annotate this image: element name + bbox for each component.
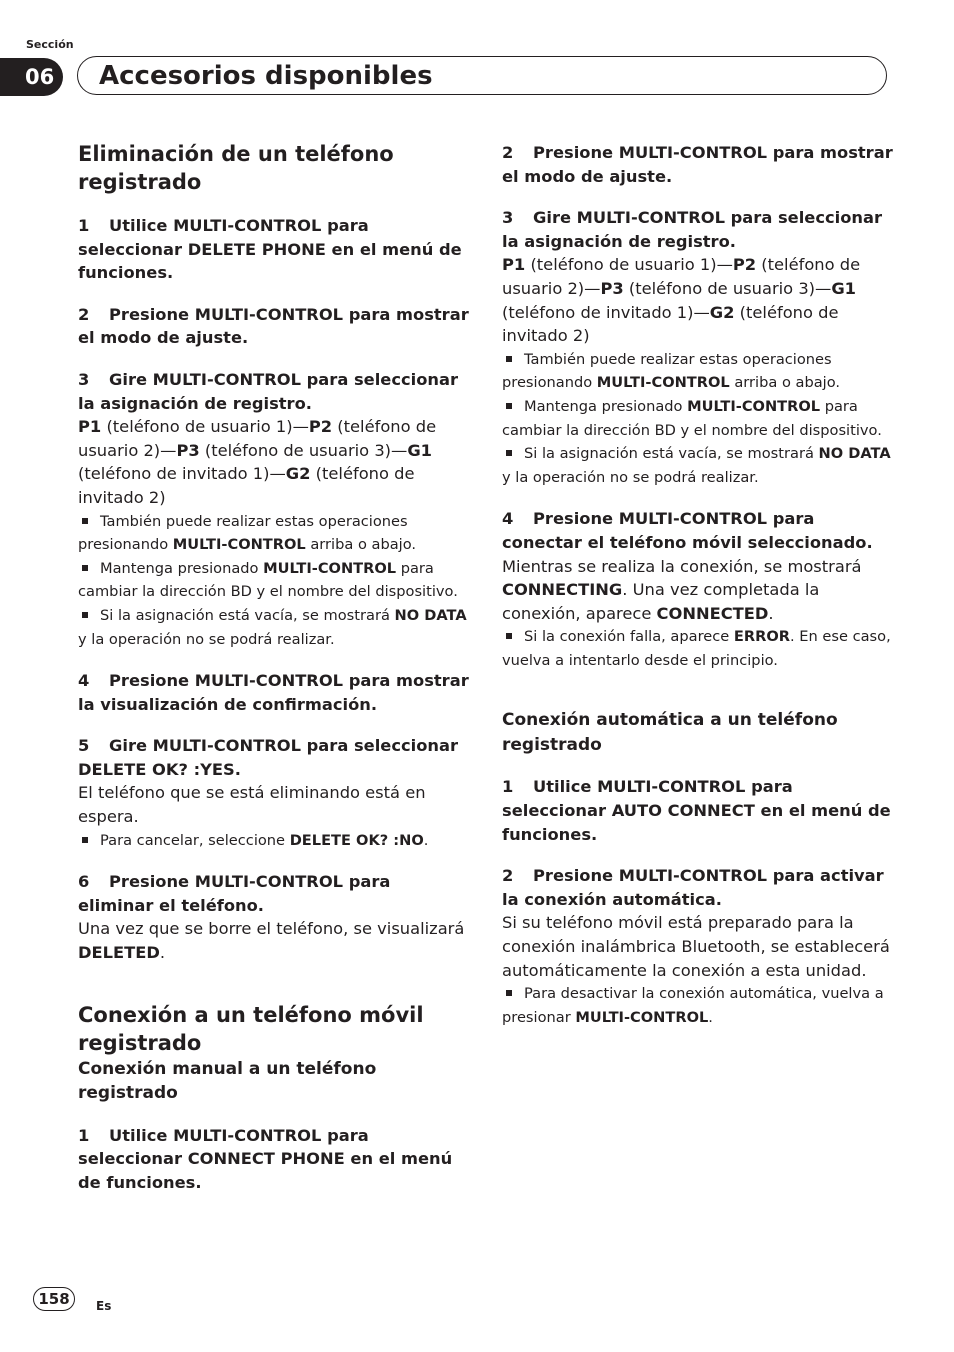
- step-text: Utilice MULTI-CONTROL para seleccionar DELETE PHONE en el menú de funciones.: [78, 216, 462, 283]
- keyword: MULTI-CONTROL: [596, 374, 730, 392]
- text: (teléfono de invitado 2): [78, 464, 415, 507]
- bullet-square-icon: [506, 356, 512, 362]
- text: Si la conexión falla, aparece: [524, 628, 734, 646]
- bullet-square-icon: [82, 518, 88, 524]
- text: Para cancelar, seleccione: [100, 831, 290, 849]
- heading-conexion-automatica: Conexión automática a un teléfono registrado: [502, 710, 838, 755]
- step-2: [502, 141, 894, 188]
- keyword: NO DATA: [818, 445, 891, 463]
- keyword: NO DATA: [394, 606, 467, 624]
- text: arriba o abajo.: [305, 536, 417, 554]
- step-text: Presione MULTI-CONTROL para mostrar el modo de ajuste.: [78, 304, 469, 348]
- text: para cambiar la dirección BD y el nombre del dispositivo.: [78, 559, 458, 601]
- step-number: 3: [78, 369, 90, 389]
- keyword: MULTI-CONTROL: [172, 536, 306, 554]
- section-label: Sección: [26, 38, 74, 51]
- text: y la operación no se podrá realizar.: [502, 468, 759, 486]
- text: . Una vez completada la conexión, aparece: [502, 580, 820, 623]
- code-g1: G1: [831, 278, 857, 298]
- text: También puede realizar estas operaciones presionando: [502, 350, 832, 392]
- text: (teléfono de usuario 1)—: [525, 255, 733, 275]
- note: [502, 348, 894, 395]
- language-code: Es: [96, 1299, 112, 1313]
- note: [502, 625, 894, 672]
- keyword: MULTI-CONTROL: [263, 559, 397, 577]
- keyword: CONNECTED: [656, 603, 769, 623]
- keyword: DELETE OK? :NO: [289, 831, 424, 849]
- auto-step-1: [502, 775, 894, 846]
- step-1: [78, 214, 470, 285]
- step-number: 4: [502, 509, 514, 529]
- step-6: [78, 870, 470, 917]
- text: (teléfono de usuario 2)—: [78, 417, 437, 460]
- text: Una vez que se borre el teléfono, se visualizará: [78, 919, 465, 939]
- keyword: DELETED: [78, 943, 160, 963]
- text: Si la asignación está vacía, se mostrará: [524, 445, 819, 463]
- step-text: Presione MULTI-CONTROL para mostrar el modo de ajuste.: [502, 143, 893, 186]
- code-g2: G2: [709, 302, 735, 322]
- step-3-body: [502, 253, 894, 347]
- step-text: Utilice MULTI-CONTROL para seleccionar CONNECT PHONE en el menú de funciones.: [78, 1125, 453, 1192]
- step-text: Gire MULTI-CONTROL para seleccionar DELETE OK? :YES.: [78, 736, 459, 779]
- code-g2: G2: [285, 464, 311, 484]
- step-text: Gire MULTI-CONTROL para seleccionar la asignación de registro.: [78, 369, 459, 413]
- text: (teléfono de invitado 1)—: [502, 302, 710, 322]
- step-number: 1: [78, 216, 90, 235]
- heading-eliminacion: Eliminación de un teléfono registrado: [78, 142, 394, 194]
- step-4: [78, 669, 470, 716]
- text: Mientras se realiza la conexión, se mostrará: [502, 556, 862, 576]
- step-number: 6: [78, 872, 90, 892]
- note: [78, 510, 470, 557]
- bullet-square-icon: [506, 633, 512, 639]
- text: arriba o abajo.: [729, 374, 841, 392]
- step-number: 2: [502, 143, 514, 162]
- code-p1: P1: [78, 417, 102, 437]
- right-column: [502, 141, 894, 1029]
- text: (teléfono de usuario 3)—: [623, 278, 832, 298]
- text: . En ese caso, vuelva a intentarlo desde el principio.: [502, 628, 891, 669]
- step-number: 5: [78, 736, 90, 756]
- code-p1: P1: [502, 255, 526, 275]
- code-p3: P3: [600, 278, 624, 298]
- text: (teléfono de usuario 1)—: [101, 417, 309, 437]
- bullet-square-icon: [506, 450, 512, 456]
- text: .: [768, 603, 774, 623]
- step-number: 1: [78, 1125, 90, 1145]
- text: .: [159, 943, 166, 963]
- heading-conexion: Conexión a un teléfono móvil registrado: [78, 1002, 424, 1055]
- text: .: [708, 1008, 713, 1026]
- bullet-square-icon: [82, 612, 88, 618]
- section-number-tab: 06: [0, 58, 63, 96]
- keyword: CONNECTING: [502, 580, 623, 600]
- step-text: Presione MULTI-CONTROL para activar la conexión automática.: [502, 866, 884, 909]
- text: para cambiar la dirección BD y el nombre del dispositivo.: [502, 397, 882, 439]
- step-number: 3: [502, 208, 514, 228]
- left-column: [78, 140, 470, 1194]
- note: [78, 604, 470, 651]
- text: Mantenga presionado: [100, 559, 264, 577]
- note: [502, 395, 894, 442]
- code-g1: G1: [407, 440, 433, 460]
- code-p2: P2: [732, 255, 757, 275]
- text: También puede realizar estas operaciones presionando: [78, 512, 408, 554]
- text: y la operación no se podrá realizar.: [78, 630, 335, 648]
- step-4-body: [502, 555, 894, 626]
- auto-step-2: [502, 864, 894, 911]
- step-4: [502, 507, 894, 554]
- text: .: [423, 831, 429, 849]
- heading-conexion-manual: Conexión manual a un teléfono registrado: [78, 1058, 377, 1104]
- step-number: 4: [78, 671, 90, 691]
- code-p3: P3: [176, 440, 200, 460]
- page-title: Accesorios disponibles: [99, 61, 433, 91]
- step-text: Presione MULTI-CONTROL para eliminar el teléfono.: [78, 872, 391, 915]
- text: Si la asignación está vacía, se mostrará: [100, 606, 395, 624]
- manual-step-1: [78, 1124, 470, 1195]
- page-number: 158: [33, 1287, 75, 1311]
- bullet-square-icon: [506, 990, 512, 996]
- code-p2: P2: [308, 417, 333, 437]
- step-2: [78, 303, 470, 350]
- note: [502, 442, 894, 489]
- step-3-body: [78, 415, 470, 509]
- step-3: [78, 368, 470, 415]
- text: (teléfono de usuario 3)—: [199, 440, 408, 460]
- text: (teléfono de invitado 2): [502, 302, 839, 346]
- step-text: Gire MULTI-CONTROL para seleccionar la asignación de registro.: [502, 208, 883, 251]
- step-5: [78, 734, 470, 781]
- keyword: MULTI-CONTROL: [575, 1008, 709, 1026]
- step-text: Utilice MULTI-CONTROL para seleccionar AUTO CONNECT en el menú de funciones.: [502, 777, 891, 844]
- bullet-square-icon: [506, 403, 512, 409]
- bullet-square-icon: [82, 837, 88, 843]
- step-text: Presione MULTI-CONTROL para mostrar la visualización de confirmación.: [78, 671, 469, 714]
- step-3: [502, 206, 894, 253]
- step-number: 1: [502, 777, 514, 797]
- step-6-body: [78, 917, 470, 964]
- keyword: MULTI-CONTROL: [687, 397, 821, 415]
- text: (teléfono de usuario 2)—: [502, 255, 861, 298]
- step-number: 2: [78, 304, 90, 324]
- step-number: 2: [502, 866, 514, 886]
- keyword: ERROR: [733, 628, 790, 646]
- note: [78, 829, 470, 853]
- text: Mantenga presionado: [524, 397, 688, 415]
- step-5-body: El teléfono que se está eliminando está en espera.: [78, 783, 426, 827]
- auto-step-2-body: Si su teléfono móvil está preparado para la conexión inalámbrica Bluetooth, se establecerá automáticamente la conexión a esta unidad.: [502, 913, 890, 980]
- text: Para desactivar la conexión automática, vuelva a presionar: [502, 985, 884, 1026]
- step-text: Presione MULTI-CONTROL para conectar el teléfono móvil seleccionado.: [502, 509, 873, 552]
- bullet-square-icon: [82, 565, 88, 571]
- text: (teléfono de invitado 1)—: [78, 464, 286, 484]
- note: [502, 982, 894, 1029]
- note: [78, 557, 470, 604]
